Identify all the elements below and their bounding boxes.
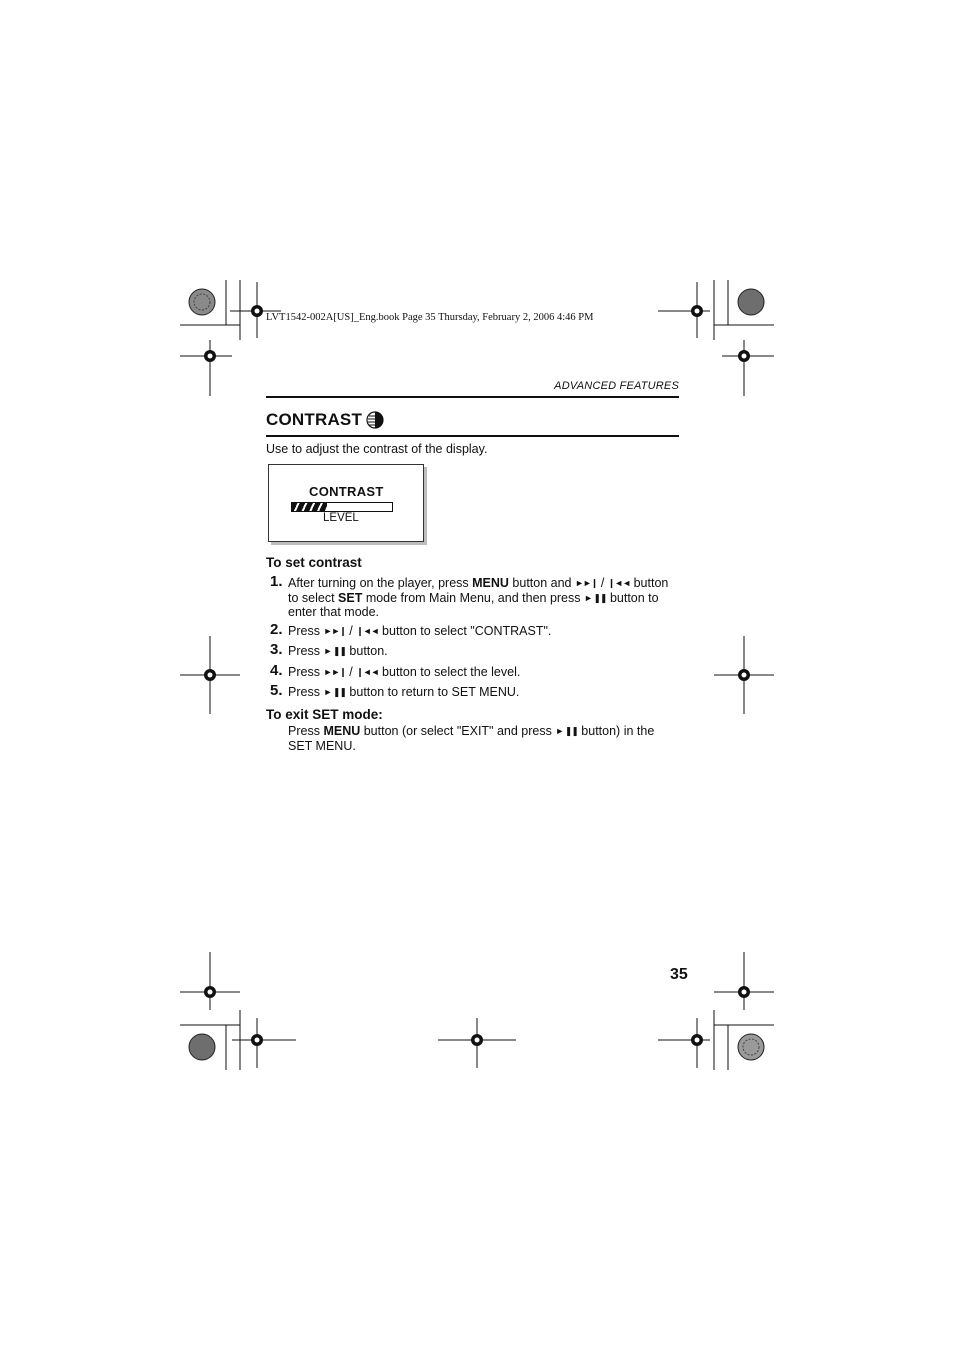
contrast-level-fill [292,503,327,511]
lcd-display-illustration [268,464,424,542]
page-title: CONTRAST [266,410,363,429]
lcd-title: CONTRAST [309,484,384,499]
title-block [266,410,384,430]
step-3 [266,641,680,659]
step-5 [266,682,680,700]
step-4 [266,662,680,680]
to-exit-heading: To exit SET mode: [266,707,383,722]
print-header: LVT1542-002A[US]_Eng.book Page 35 Thursday, February 2, 2006 4:46 PM [266,312,594,323]
step-text: Press ►►❙ / ❙◄◄ button to select "CONTRAST". [288,624,552,638]
prev-icon: ❙◄◄ [356,626,379,636]
to-set-heading: To set contrast [266,555,362,570]
play-pause-icon: ► ❚❚ [323,646,346,656]
step-2 [266,621,680,639]
step-number: 3. [270,641,283,658]
to-exit-text: Press MENU button (or select "EXIT" and press ► ❚❚ button) in the SET MENU. [288,724,655,753]
play-pause-icon: ► ❚❚ [555,726,578,736]
play-pause-icon: ► ❚❚ [583,592,607,603]
step-text: After turning on the player, press MENU button and ►►❙ / ❙◄◄ button to select SET mode from Main Menu, and then press ► ❚❚ button to enter that mode. [288,576,669,620]
next-icon: ►►❙ [323,626,346,636]
next-icon: ►►❙ [323,667,346,677]
step-text: Press ►►❙ / ❙◄◄ button to select the level. [288,665,521,679]
page-number: 35 [670,966,688,983]
section-label: ADVANCED FEATURES [554,380,679,392]
next-icon: ►►❙ [574,578,598,588]
prev-icon: ❙◄◄ [356,667,379,677]
step-text: Press ► ❚❚ button to return to SET MENU. [288,685,520,699]
step-number: 4. [270,662,283,679]
step-text: Press ► ❚❚ button. [288,644,388,658]
play-pause-icon: ► ❚❚ [323,687,346,697]
contrast-level-bar [291,502,393,512]
step-number: 1. [270,573,283,590]
intro-text: Use to adjust the contrast of the display. [266,442,488,456]
step-1 [266,573,680,620]
section-rule [266,396,679,398]
contrast-icon [366,411,384,429]
title-rule [266,435,679,437]
step-number: 5. [270,682,283,699]
prev-icon: ❙◄◄ [607,578,631,588]
lcd-level-label: LEVEL [323,512,359,524]
step-number: 2. [270,621,283,638]
